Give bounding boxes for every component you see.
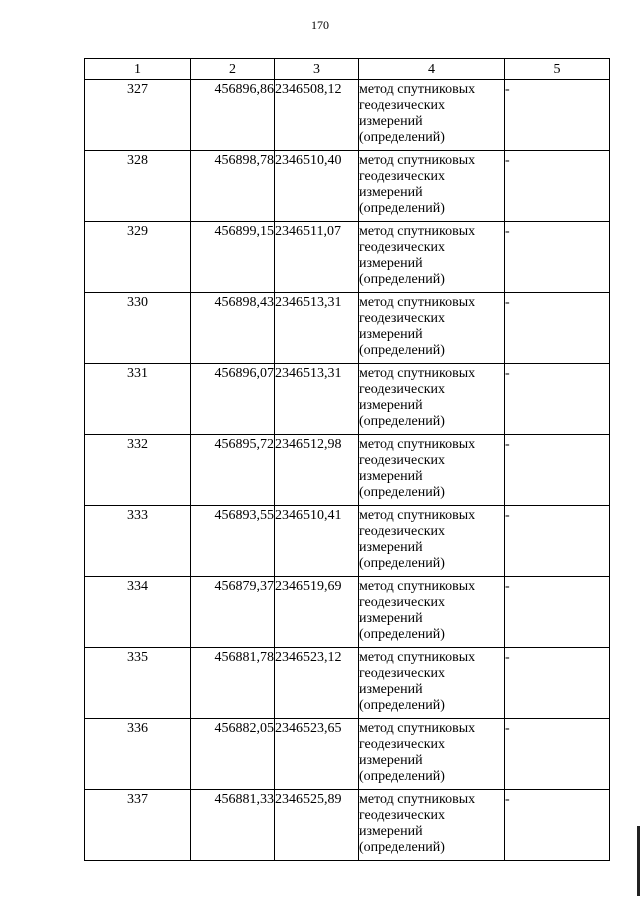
method-cell: [359, 577, 505, 648]
method-line: измерений: [359, 469, 423, 484]
method-line: геодезических: [359, 98, 446, 113]
method-line: (определений): [359, 698, 445, 713]
y-coordinate-cell: 2346513,31: [275, 293, 359, 364]
point-number-cell: 333: [85, 506, 191, 577]
x-coordinate-cell: 456879,37: [191, 577, 275, 648]
table-row: [85, 222, 610, 293]
method-line: (определений): [359, 485, 445, 500]
x-coordinate-cell: 456881,78: [191, 648, 275, 719]
method-line: (определений): [359, 627, 445, 642]
method-line: метод спутниковых: [359, 366, 476, 381]
method-line: метод спутниковых: [359, 224, 476, 239]
method-line: измерений: [359, 753, 423, 768]
column-header-4: 4: [359, 59, 505, 80]
table-body: [85, 80, 610, 861]
y-coordinate-cell: 2346513,31: [275, 364, 359, 435]
page-number: 170: [311, 18, 329, 32]
method-line: геодезических: [359, 382, 446, 397]
method-cell: [359, 506, 505, 577]
method-line: геодезических: [359, 595, 446, 610]
method-line: (определений): [359, 556, 445, 571]
method-line: (определений): [359, 840, 445, 855]
point-number-cell: 328: [85, 151, 191, 222]
method-line: метод спутниковых: [359, 82, 476, 97]
column-header-2: 2: [191, 59, 275, 80]
method-line: метод спутниковых: [359, 579, 476, 594]
method-line: измерений: [359, 398, 423, 413]
method-line: метод спутниковых: [359, 792, 476, 807]
note-cell: -: [505, 151, 610, 222]
point-number-cell: 336: [85, 719, 191, 790]
y-coordinate-cell: 2346508,12: [275, 80, 359, 151]
method-line: (определений): [359, 130, 445, 145]
method-line: геодезических: [359, 169, 446, 184]
method-line: геодезических: [359, 666, 446, 681]
table-row: [85, 648, 610, 719]
note-cell: -: [505, 790, 610, 861]
method-line: (определений): [359, 343, 445, 358]
y-coordinate-cell: 2346512,98: [275, 435, 359, 506]
column-header-5: 5: [505, 59, 610, 80]
y-coordinate-cell: 2346519,69: [275, 577, 359, 648]
y-coordinate-cell: 2346523,65: [275, 719, 359, 790]
method-line: измерений: [359, 611, 423, 626]
method-cell: [359, 435, 505, 506]
method-line: измерений: [359, 327, 423, 342]
method-line: метод спутниковых: [359, 508, 476, 523]
column-header-3: 3: [275, 59, 359, 80]
point-number-cell: 334: [85, 577, 191, 648]
y-coordinate-cell: 2346525,89: [275, 790, 359, 861]
table-row: [85, 435, 610, 506]
point-number-cell: 335: [85, 648, 191, 719]
method-line: метод спутниковых: [359, 650, 476, 665]
point-number-cell: 329: [85, 222, 191, 293]
x-coordinate-cell: 456896,86: [191, 80, 275, 151]
method-line: геодезических: [359, 240, 446, 255]
method-cell: [359, 80, 505, 151]
point-number-cell: 331: [85, 364, 191, 435]
method-cell: [359, 364, 505, 435]
method-line: измерений: [359, 682, 423, 697]
point-number-cell: 337: [85, 790, 191, 861]
method-line: измерений: [359, 185, 423, 200]
note-cell: -: [505, 577, 610, 648]
method-line: (определений): [359, 272, 445, 287]
point-number-cell: 330: [85, 293, 191, 364]
x-coordinate-cell: 456893,55: [191, 506, 275, 577]
x-coordinate-cell: 456881,33: [191, 790, 275, 861]
table-row: [85, 577, 610, 648]
table-row: [85, 364, 610, 435]
method-line: измерений: [359, 256, 423, 271]
method-cell: [359, 719, 505, 790]
note-cell: -: [505, 435, 610, 506]
method-line: метод спутниковых: [359, 295, 476, 310]
method-line: геодезических: [359, 453, 446, 468]
y-coordinate-cell: 2346511,07: [275, 222, 359, 293]
table-header-row: [85, 59, 610, 80]
y-coordinate-cell: 2346510,41: [275, 506, 359, 577]
method-cell: [359, 222, 505, 293]
y-coordinate-cell: 2346523,12: [275, 648, 359, 719]
coordinates-table: [84, 58, 610, 861]
method-line: (определений): [359, 414, 445, 429]
x-coordinate-cell: 456896,07: [191, 364, 275, 435]
x-coordinate-cell: 456898,43: [191, 293, 275, 364]
method-line: геодезических: [359, 524, 446, 539]
table-row: [85, 151, 610, 222]
method-line: геодезических: [359, 808, 446, 823]
method-line: метод спутниковых: [359, 437, 476, 452]
method-line: геодезических: [359, 311, 446, 326]
method-line: метод спутниковых: [359, 721, 476, 736]
table-row: [85, 719, 610, 790]
method-line: измерений: [359, 114, 423, 129]
x-coordinate-cell: 456895,72: [191, 435, 275, 506]
note-cell: -: [505, 222, 610, 293]
point-number-cell: 327: [85, 80, 191, 151]
table-row: [85, 506, 610, 577]
note-cell: -: [505, 80, 610, 151]
table-row: [85, 80, 610, 151]
x-coordinate-cell: 456882,05: [191, 719, 275, 790]
method-cell: [359, 790, 505, 861]
method-line: (определений): [359, 769, 445, 784]
column-header-1: 1: [85, 59, 191, 80]
note-cell: -: [505, 648, 610, 719]
method-cell: [359, 151, 505, 222]
note-cell: -: [505, 293, 610, 364]
point-number-cell: 332: [85, 435, 191, 506]
x-coordinate-cell: 456898,78: [191, 151, 275, 222]
note-cell: -: [505, 506, 610, 577]
table-row: [85, 293, 610, 364]
method-line: метод спутниковых: [359, 153, 476, 168]
method-line: измерений: [359, 540, 423, 555]
y-coordinate-cell: 2346510,40: [275, 151, 359, 222]
method-line: геодезических: [359, 737, 446, 752]
table-row: [85, 790, 610, 861]
method-cell: [359, 293, 505, 364]
method-line: измерений: [359, 824, 423, 839]
method-line: (определений): [359, 201, 445, 216]
method-cell: [359, 648, 505, 719]
note-cell: -: [505, 719, 610, 790]
note-cell: -: [505, 364, 610, 435]
x-coordinate-cell: 456899,15: [191, 222, 275, 293]
